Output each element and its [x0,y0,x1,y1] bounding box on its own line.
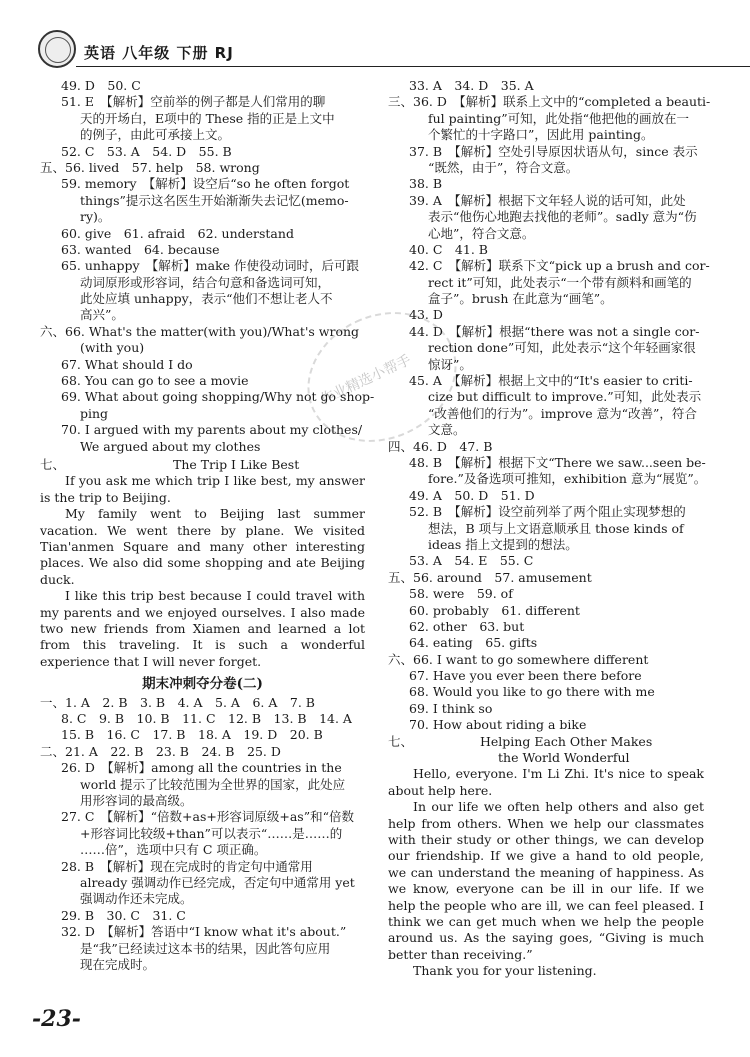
right-essay-heading-2 [388,750,704,766]
answer-line: 52. C 53. A 54. D 55. B [61,143,232,159]
answer-line: 想法，B 项与上文语意顺承且 those kinds of [428,520,684,536]
essay-title-line1: Helping Each Other Makes [480,733,653,749]
answer-line: 49. A 50. D 51. D [409,487,535,503]
answer-line: ideas 指上文提到的想法。 [428,536,578,552]
answer-line: 26. D 【解析】among all the countries in the [61,760,342,776]
answer-line: 惊讶”。 [428,356,472,372]
answer-line: 67. What should I do [61,356,193,372]
essay-title: The Trip I Like Best [173,456,300,472]
logo-icon [38,30,76,68]
answer-line: 心地”，符合文意。 [428,225,535,241]
essay-paragraph: My family went to Beijing last summer vacation. We went there by plane. We visited Tian'anmen Square and many other interesting places. We also did some shopping and ate Beijing duck. [40,506,365,587]
answer-line: 62. other 63. but [409,618,525,634]
answer-line: 37. B 【解析】空处引导原因状语从句，since 表示 [409,143,698,159]
answer-line: 68. Would you like to go there with me [409,684,655,700]
answer-line: 27. C 【解析】“倍数+as+形容词原级+as”和“倍数 [61,809,354,825]
answer-line: rect it”可知，此处表示“一个带有颜料和画笔的 [428,274,692,290]
answer-line: +形容词比较级+than”可以表示“……是……的 [80,825,343,841]
page-header [38,30,718,74]
answer-line: 63. wanted 64. because [61,241,220,257]
answer-line: 28. B 【解析】现在完成时的肯定句中通常用 [61,858,313,874]
answer-line: 67. Have you ever been there before [409,668,642,684]
answer-line: cize but difficult to improve.”可知，此处表示 [428,389,702,405]
answer-line: 39. A 【解析】根据下文年轻人说的话可知，此处 [409,192,686,208]
answer-line: 天的开场白，E项中的 These 指的正是上文中 [80,110,335,126]
answer-line: 42. C 【解析】联系下文“pick up a brush and cor- [409,258,710,274]
answer-line: 现在完成时。 [80,956,156,972]
right-column [388,78,711,980]
section-title: 期末冲刺夺分卷(二) [142,676,263,693]
header-rule [76,66,750,67]
answer-line: (with you) [80,340,145,356]
answer-line: ……倍”，选项中只有 C 项正确。 [80,842,267,858]
right-essay-heading [388,734,704,750]
answer-line: 盒子”。brush 在此意为“画笔”。 [428,291,613,307]
answer-line: 8. C 9. B 10. B 11. C 12. B 13. B 14. A [61,711,352,727]
essay-paragraph: If you ask me which trip I like best, my answer is the trip to Beijing. [40,473,365,505]
essay-paragraph: Thank you for your listening. [413,963,597,979]
page-number: -23- [32,1006,81,1032]
answer-line: things”提示这名医生开始渐渐失去记忆(memo- [80,192,349,208]
answer-line: 59. memory 【解析】设空后“so he often forgot [61,176,350,192]
answer-line: 68. You can go to see a movie [61,373,249,389]
left-essay-heading [40,457,365,473]
answer-line: 53. A 54. E 55. C [409,553,534,569]
answer-line: “既然，由于”，符合文意。 [428,159,579,175]
answer-line: 强调动作还未完成。 [80,891,193,907]
answer-line: 此处应填 unhappy，表示“他们不想让老人不 [80,291,333,307]
answer-line: 43. D [409,307,443,323]
answer-line: 四、46. D 47. B [388,438,493,454]
essay-label: 七、 [388,733,414,749]
answer-line: 三、36. D 【解析】联系上文中的“completed a beauti- [388,94,711,110]
answer-line: world 提示了比较范围为全世界的国家，此处应 [80,776,346,792]
essay-paragraph: Hello, everyone. I'm Li Zhi. It's nice to speak about help here. [388,766,704,798]
answer-line: We argued about my clothes [80,438,261,454]
answer-line: 65. unhappy 【解析】make 作使役动词时，后可跟 [61,258,360,274]
answer-line: 33. A 34. D 35. A [409,78,534,93]
answer-line: 70. How about riding a bike [409,717,587,733]
answer-line: 70. I argued with my parents about my clothes/ [61,422,363,438]
answer-line: 文意。 [428,422,466,438]
answer-line: 69. I think so [409,700,493,716]
answer-line: 表示“他伤心地跑去找他的老师”。sadly 意为“伤 [428,209,697,225]
answer-line: ping [80,405,109,421]
answer-line: 五、56. around 57. amusement [388,569,592,585]
header-title: 英语 八年级 下册 RJ [84,44,234,62]
left-essay-body [40,473,365,670]
answer-line: 44. D 【解析】根据“there was not a single cor- [409,323,700,339]
answer-line: 一、1. A 2. B 3. B 4. A 5. A 6. A 7. B [40,694,315,710]
essay-label: 七、 [40,456,66,472]
answer-line: 38. B [409,176,443,192]
answer-line: 六、66. I want to go somewhere different [388,651,649,667]
answer-line: 的例子，由此可承接上文。 [80,127,231,143]
essay-title-line2: the World Wonderful [498,750,630,766]
answer-line: rection done”可知，此处表示“这个年轻画家很 [428,340,696,356]
answer-line: 六、66. What's the matter(with you)/What's wrong [40,323,360,339]
answer-line: 五、56. lived 57. help 58. wrong [40,159,260,175]
answer-line: already 强调动作已经完成，否定句中通常用 yet [80,874,355,890]
answer-line: ful painting”可知，此处指“他把他的画放在一 [428,110,690,126]
answer-line: 45. A 【解析】根据上文中的“It's easier to criti- [409,373,693,389]
answer-line: 15. B 16. C 17. B 18. A 19. D 20. B [61,727,323,743]
essay-paragraph: In our life we often help others and also get help from others. When we help our classmates with their study or other things, we can develop our friendship. If we give a hand to old people, we can understand the meaning of happiness. As we know, everyone can be ill in our life. If we help the people who are ill, we can feel pleased. I think we can get much when we help the people around us. As the saying goes, “Giving is much better than receiving.” [388,799,704,962]
answer-line: 58. were 59. of [409,586,513,602]
answer-line: fore.”及备选项可推知，exhibition 意为“展览”。 [428,471,707,487]
answer-line: 用形容词的最高级。 [80,793,193,808]
answer-line: 48. B 【解析】根据下文“There we saw...seen be- [409,454,706,470]
answer-line: 二、21. A 22. B 23. B 24. B 25. D [40,743,281,759]
answer-line: 32. D 【解析】答语中“I know what it's about.” [61,924,347,940]
right-answers [388,78,711,734]
answer-line: 52. B 【解析】设空前列举了两个阻止实现梦想的 [409,504,686,520]
answer-line: 40. C 41. B [409,241,488,257]
answer-line: 60. probably 61. different [409,602,580,618]
essay-paragraph: I like this trip best because I could travel with my parents and we enjoyed ourselves. I also made two new friends from Xiamen and learned a lot from this traveling. It is such a wonderful experience that I will never forget. [40,588,365,669]
answer-line: 高兴”。 [80,307,124,323]
answer-line: 是“我”已经读过这本书的结果，因此答句应用 [80,940,331,956]
answer-line: 个繁忙的十字路口”，因此用 painting。 [428,127,654,143]
answer-line: 64. eating 65. gifts [409,635,538,651]
watermark-text: 作业精选小帮手 [318,352,414,409]
left-answers-2 [40,695,365,974]
answer-line: 29. B 30. C 31. C [61,907,186,923]
answer-line: 60. give 61. afraid 62. understand [61,225,294,241]
answer-line: 49. D 50. C [61,78,141,93]
answer-line: 69. What about going shopping/Why not go shop- [61,389,375,405]
answer-line: 51. E 【解析】空前举的例子都是人们常用的聊 [61,94,326,110]
answer-line: ry)。 [80,209,111,225]
answer-line: 动词原形或形容词，结合句意和备选词可知， [80,274,331,290]
answer-line: “改善他们的行为”。improve 意为“改善”，符合 [428,405,697,421]
right-essay-body [388,766,704,979]
